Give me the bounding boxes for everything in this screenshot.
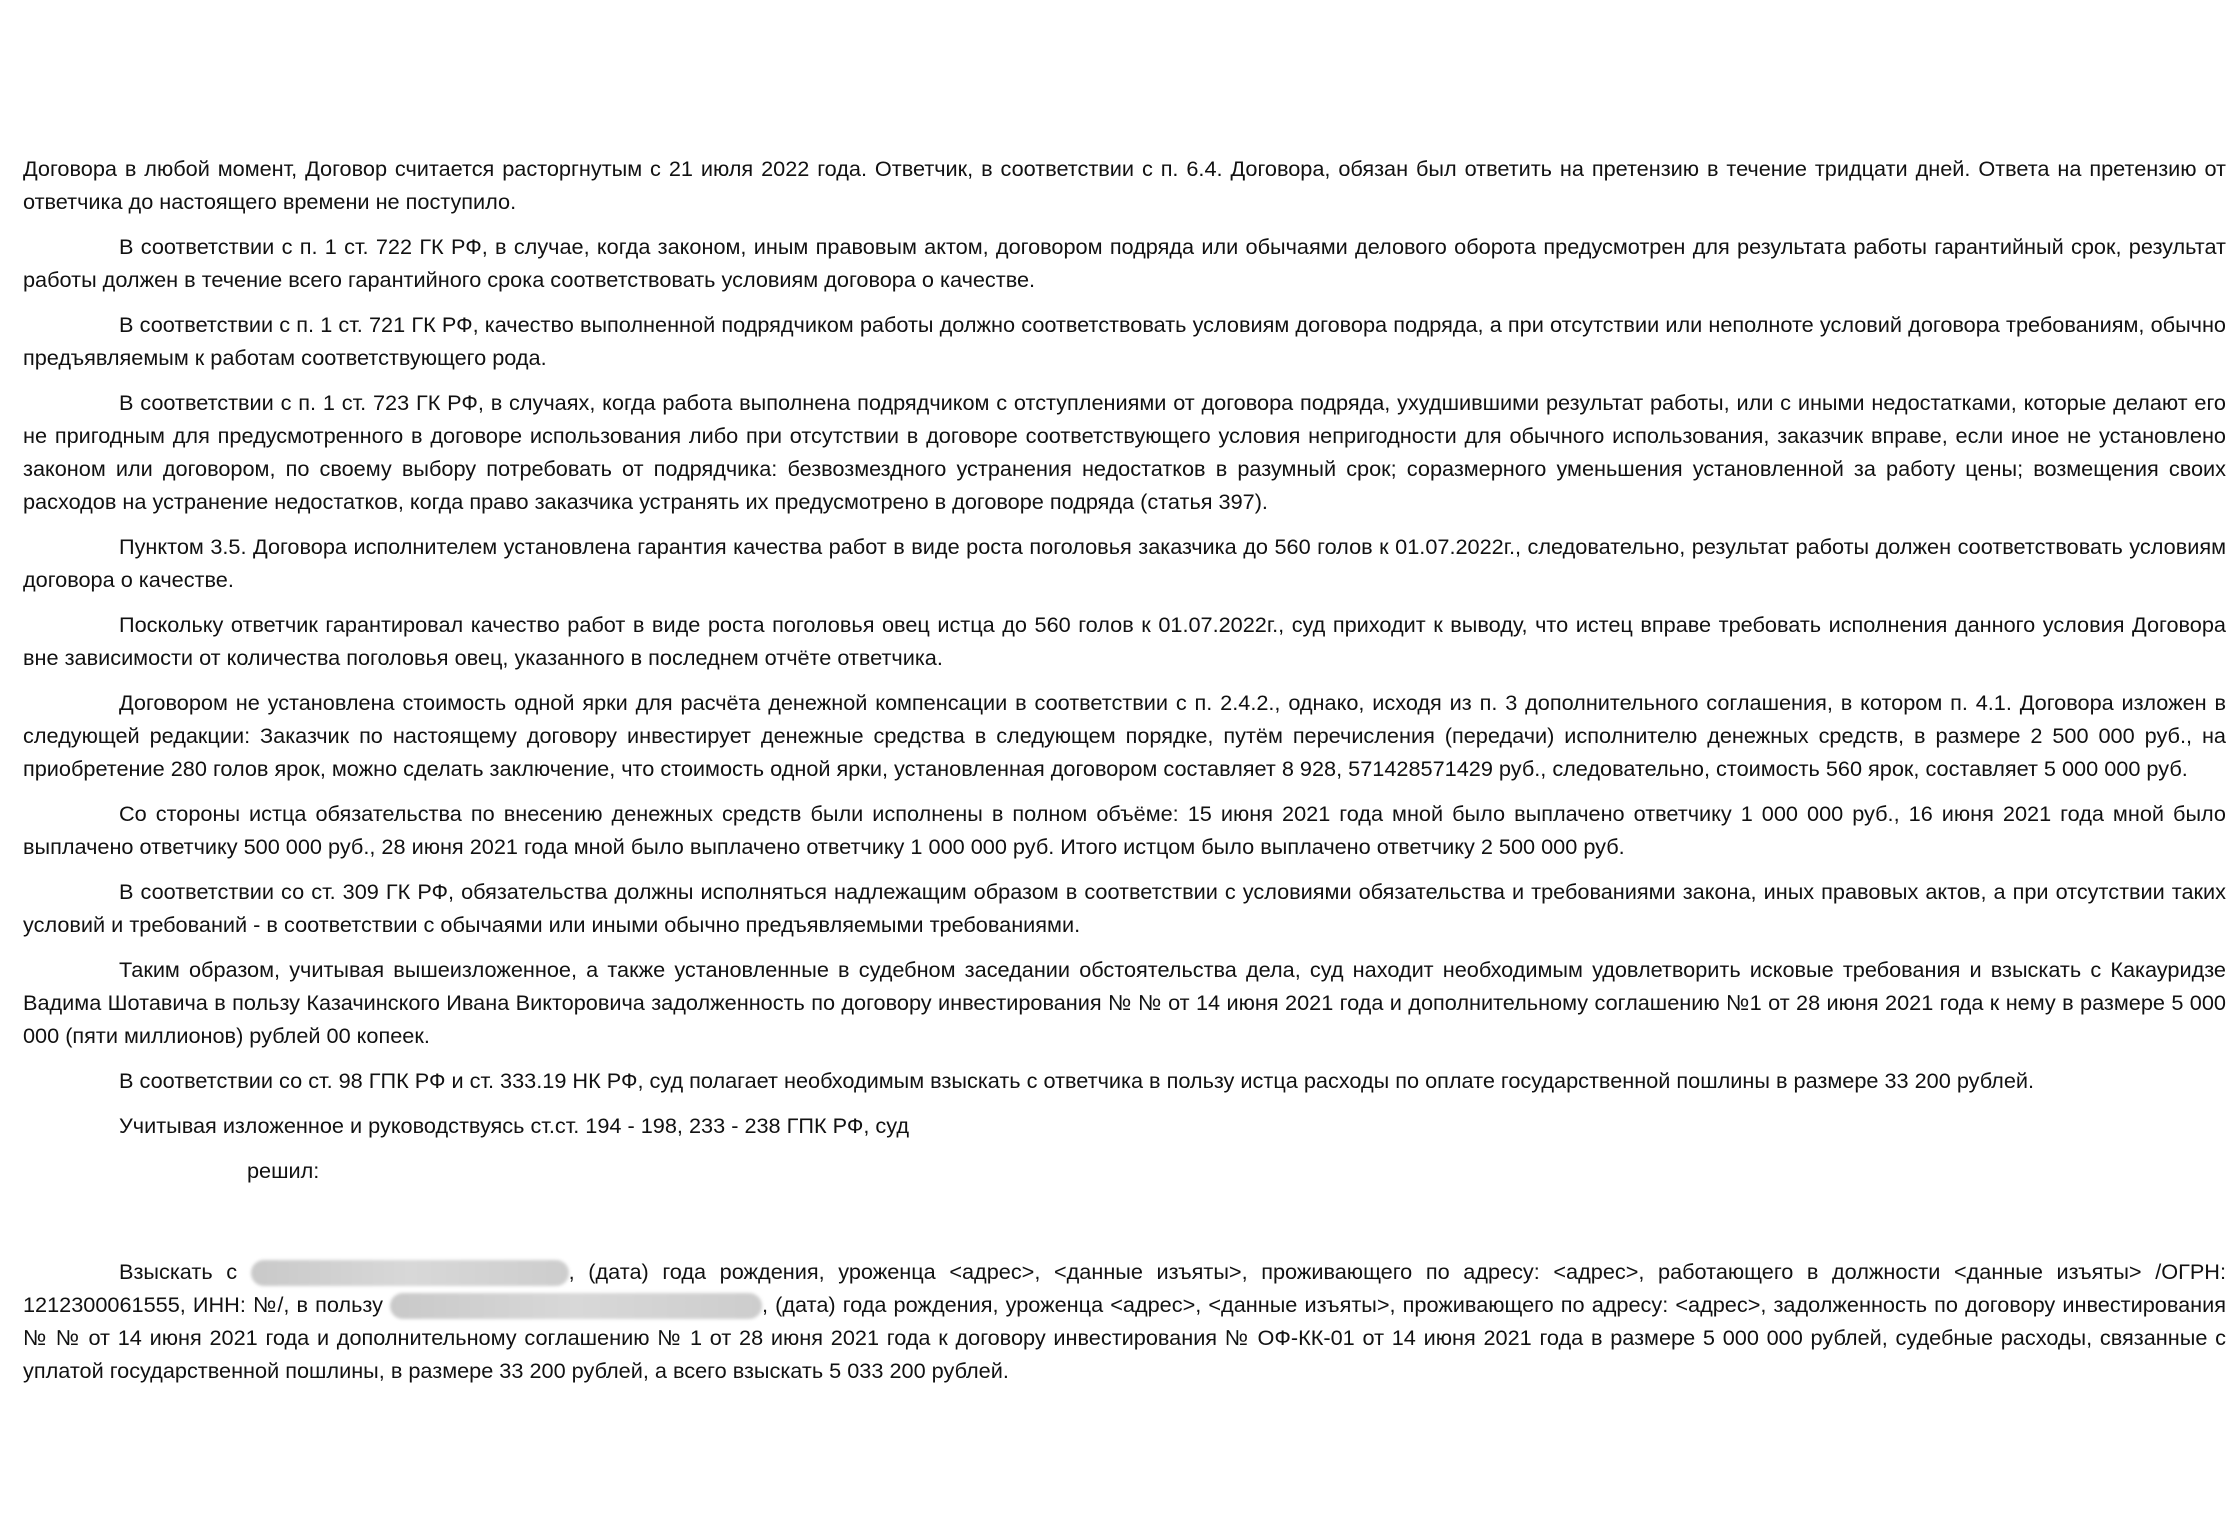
final-ruling-text-2: , (дата) года рождения, уроженца <адрес>, <данные изъяты>, проживающего по адресу: <адрес>, работающего в должности <данные изъяты> /ОГРН: 1212300061555, ИНН: №/, в пользу xyxy=(23,1259,2226,1317)
paragraph-11: В соответствии со ст. 98 ГПК РФ и ст. 333.19 НК РФ, суд полагает необходимым взыскать с ответчика в пользу истца расходы по оплате государственной пошлины в размере 33 200 рублей. xyxy=(119,1068,2035,1093)
paragraph-1: Договора в любой момент, Договор считается расторгнутым с 21 июля 2022 года. Ответчик, в соответствии с п. 6.4. Договора, обязан был ответить на претензию в течение тридцати дней. Ответа на претензию от ответчика до настоящего времени не поступило. xyxy=(23,156,2226,214)
paragraph-9: В соответствии со ст. 309 ГК РФ, обязательства должны исполняться надлежащим образом в соответствии с условиями обязательства и требованиями закона, иных правовых актов, а при отсутствии таких условий и требований - в соответствии с обычаями или иными обычно предъявляемыми требованиями. xyxy=(23,879,2226,937)
final-ruling-text-3: , (дата) года рождения, уроженца <адрес>, <данные изъяты>, проживающего по адресу: <адрес>, задолженность по договору инвестирования № № от 14 июня 2021 года и дополнительному соглашению № 1 от 28 июня 2021 года к договору инвестирования № ОФ-КК-01 от 14 июня 2021 года в размере 5 000 000 рублей, судебные расходы, связанные с уплатой государственной пошлины, в размере 33 200 рублей, а всего взыскать 5 033 200 рублей. xyxy=(23,1292,2227,1383)
paragraph-5: Пунктом 3.5. Договора исполнителем установлена гарантия качества работ в виде роста поголовья заказчика до 560 голов к 01.07.2022г., следовательно, результат работы должен соответствовать условиям договора о качестве. xyxy=(23,534,2226,592)
redacted-name-plaintiff xyxy=(390,1293,762,1319)
paragraph-8: Со стороны истца обязательства по внесению денежных средств были исполнены в полном объёме: 15 июня 2021 года мной было выплачено ответчику 1 000 000 руб., 16 июня 2021 года мной было выплачено ответчику 500 000 руб., 28 июня 2021 года мной было выплачено ответчику 1 000 000 руб. Итого истцом было выплачено ответчику 2 500 000 руб. xyxy=(23,801,2226,859)
paragraph-2: В соответствии с п. 1 ст. 722 ГК РФ, в случае, когда законом, иным правовым актом, договором подряда или обычаями делового оборота предусмотрен для результата работы гарантийный срок, результат работы должен в течение всего гарантийного срока соответствовать условиям договора о качестве. xyxy=(23,234,2226,292)
document-page xyxy=(23,152,2226,1399)
final-ruling-text-1: Взыскать с xyxy=(119,1259,251,1284)
paragraph-12: Учитывая изложенное и руководствуясь ст.ст. 194 - 198, 233 - 238 ГПК РФ, суд xyxy=(119,1113,910,1138)
redacted-name-defendant xyxy=(251,1260,569,1286)
paragraph-10: Таким образом, учитывая вышеизложенное, а также установленные в судебном заседании обстоятельства дела, суд находит необходимым удовлетворить исковые требования и взыскать с Какауридзе Вадима Шотавича в пользу Казачинского Ивана Викторовича задолженность по договору инвестирования № № от 14 июня 2021 года и дополнительному соглашению №1 от 28 июня 2021 года к нему в размере 5 000 000 (пяти миллионов) рублей 00 копеек. xyxy=(23,957,2226,1048)
verdict-heading: решил: xyxy=(247,1158,320,1183)
paragraph-7: Договором не установлена стоимость одной ярки для расчёта денежной компенсации в соответствии с п. 2.4.2., однако, исходя из п. 3 дополнительного соглашения, в котором п. 4.1. Договора изложен в следующей редакции: Заказчик по настоящему договору инвестирует денежные средства в следующем порядке, путём перечисления (передачи) исполнителю денежных средств, в размере 2 500 000 руб., на приобретение 280 голов ярок, можно сделать заключение, что стоимость одной ярки, установленная договором составляет 8 928, 571428571429 руб., следовательно, стоимость 560 ярок, составляет 5 000 000 руб. xyxy=(23,690,2226,781)
paragraph-4: В соответствии с п. 1 ст. 723 ГК РФ, в случаях, когда работа выполнена подрядчиком с отступлениями от договора подряда, ухудшившими результат работы, или с иными недостатками, которые делают его не пригодным для предусмотренного в договоре использования либо при отсутствии в договоре соответствующего условия непригодности для обычного использования, заказчик вправе, если иное не установлено законом или договором, по своему выбору потребовать от подрядчика: безвозмездного устранения недостатков в разумный срок; соразмерного уменьшения установленной за работу цены; возмещения своих расходов на устранение недостатков, когда право заказчика устранять их предусмотрено в договоре подряда (статья 397). xyxy=(23,390,2226,514)
paragraph-6: Поскольку ответчик гарантировал качество работ в виде роста поголовья овец истца до 560 голов к 01.07.2022г., суд приходит к выводу, что истец вправе требовать исполнения данного условия Договора вне зависимости от количества поголовья овец, указанного в последнем отчёте ответчика. xyxy=(23,612,2226,670)
paragraph-3: В соответствии с п. 1 ст. 721 ГК РФ, качество выполненной подрядчиком работы должно соответствовать условиям договора подряда, а при отсутствии или неполноте условий договора требованиям, обычно предъявляемым к работам соответствующего рода. xyxy=(23,312,2226,370)
final-ruling-paragraph xyxy=(23,1255,2226,1387)
